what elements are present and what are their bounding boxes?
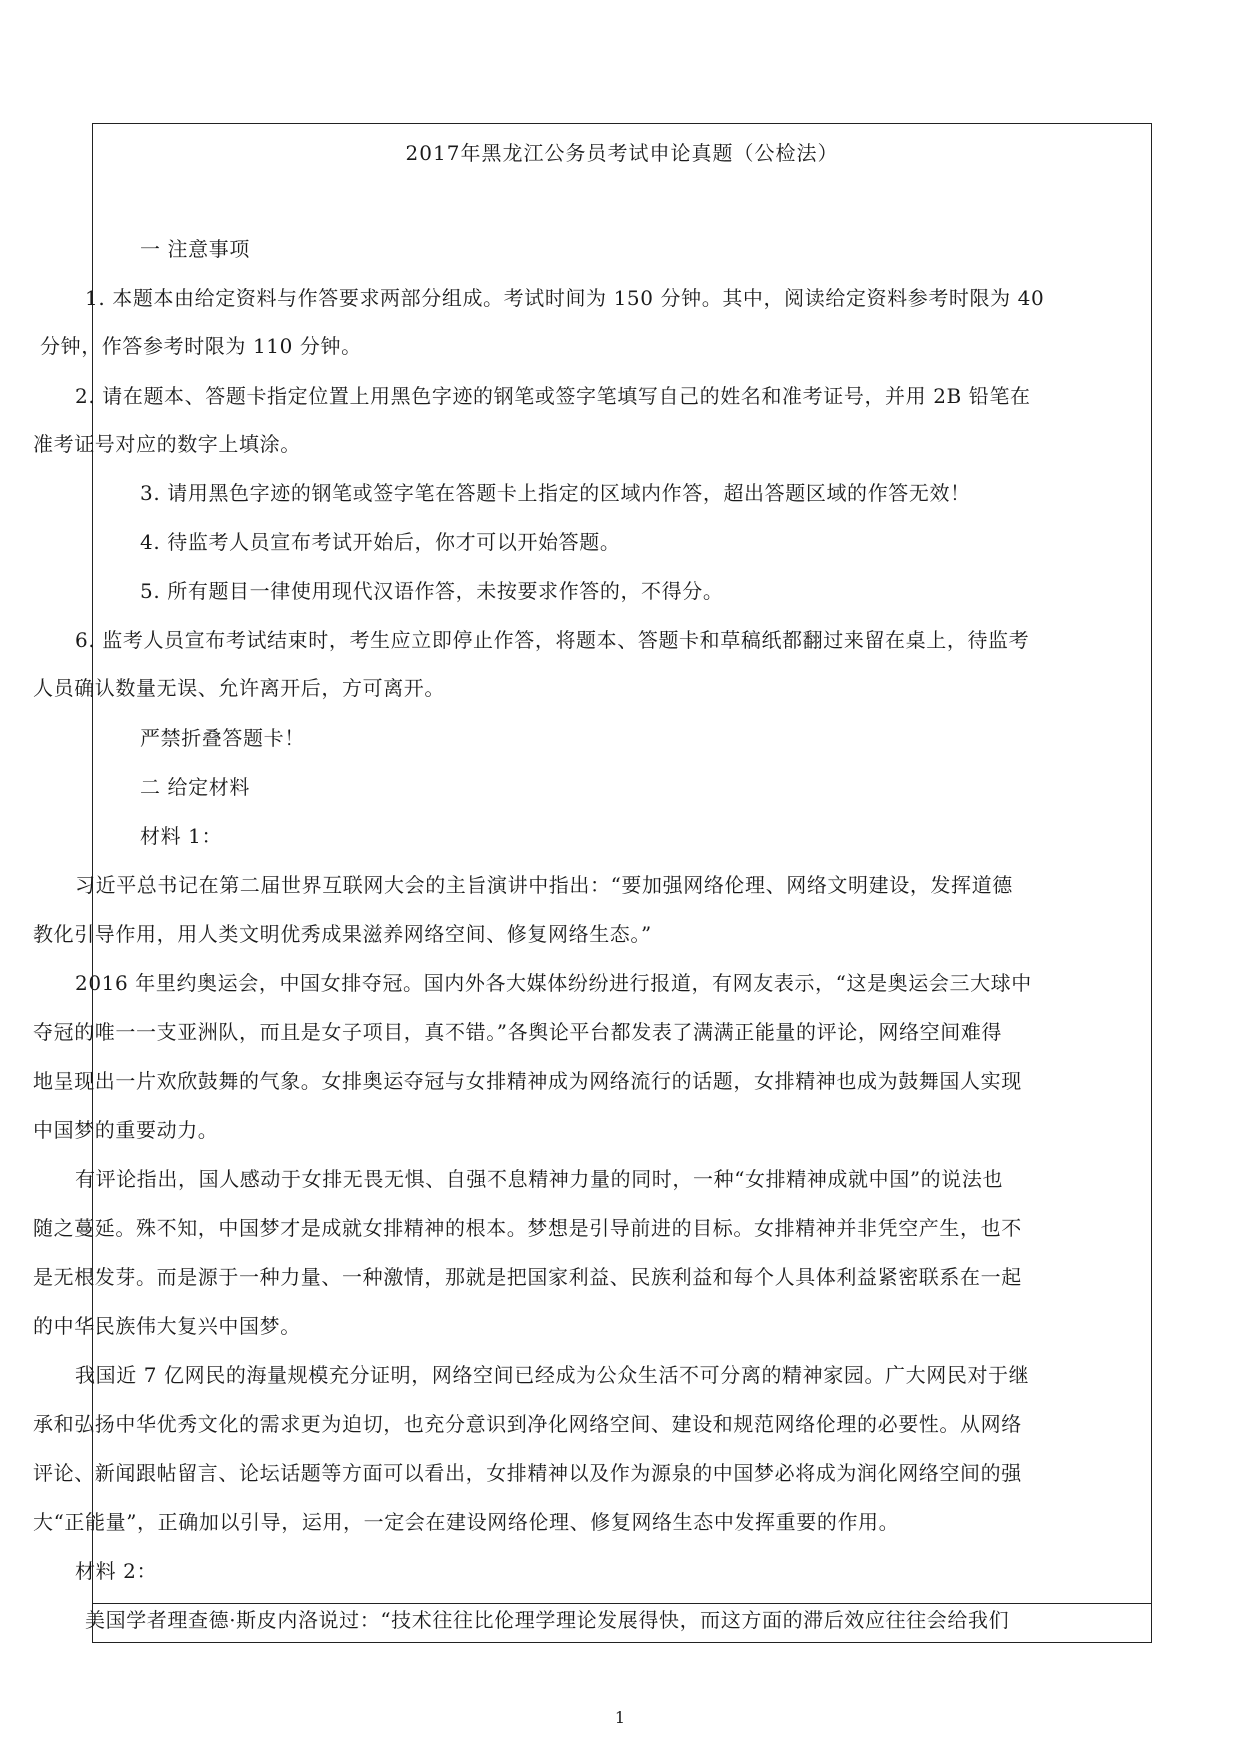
- item3: 3. 请用黑色字迹的钢笔或签字笔在答题卡上指定的区域内作答，超出答题区域的作答无效！: [140, 481, 971, 505]
- document-title: 2017年黑龙江公务员考试申论真题（公检法）: [405, 141, 839, 165]
- p3-line4: 的中华民族伟大复兴中国梦。: [33, 1314, 301, 1338]
- p3-line3: 是无根发芽。而是源于一种力量、一种激情，那就是把国家利益、民族利益和每个人具体利益紧密联系在一起: [33, 1265, 1022, 1289]
- item1-line1: 1. 本题本由给定资料与作答要求两部分组成。考试时间为 150 分钟。其中，阅读给定资料参考时限为 40: [85, 286, 1045, 310]
- item6-line2: 人员确认数量无误、允许离开后，方可离开。: [33, 676, 445, 700]
- p4-line4: 大“正能量”，正确加以引导，运用，一定会在建设网络伦理、修复网络生态中发挥重要的作用。: [33, 1510, 900, 1534]
- p4-line1: 我国近 7 亿网民的海量规模充分证明，网络空间已经成为公众生活不可分离的精神家园。广大网民对于继: [75, 1363, 1030, 1387]
- page-number: 1: [614, 1708, 626, 1727]
- section1-heading: 一 注意事项: [140, 237, 250, 261]
- material1-label: 材料 1：: [140, 824, 223, 848]
- p3-line2: 随之蔓延。殊不知，中国梦才是成就女排精神的根本。梦想是引导前进的目标。女排精神并非凭空产生，也不: [33, 1216, 1022, 1240]
- section2-heading: 二 给定材料: [140, 775, 250, 799]
- material2-label: 材料 2：: [75, 1559, 158, 1583]
- warning-text: 严禁折叠答题卡！: [140, 726, 305, 750]
- p1-line2: 教化引导作用，用人类文明优秀成果滋养网络空间、修复网络生态。”: [33, 922, 652, 946]
- p5-line1: 美国学者理查德·斯皮内洛说过：“技术往往比伦理学理论发展得快，而这方面的滞后效应往往会给我们: [85, 1608, 1010, 1632]
- p2-line4: 中国梦的重要动力。: [33, 1118, 219, 1142]
- p2-line2: 夺冠的唯一一支亚洲队，而且是女子项目，真不错。”各舆论平台都发表了满满正能量的评论，网络空间难得: [33, 1020, 1003, 1044]
- p2-line1: 2016 年里约奥运会，中国女排夺冠。国内外各大媒体纷纷进行报道，有网友表示，“这是奥运会三大球中: [75, 971, 1032, 995]
- item2-line2: 准考证号对应的数字上填涂。: [33, 432, 301, 456]
- p2-line3: 地呈现出一片欢欣鼓舞的气象。女排奥运夺冠与女排精神成为网络流行的话题，女排精神也成为鼓舞国人实现: [33, 1069, 1022, 1093]
- item4: 4. 待监考人员宣布考试开始后，你才可以开始答题。: [140, 530, 621, 554]
- item2-line1: 2. 请在题本、答题卡指定位置上用黑色字迹的钢笔或签字笔填写自己的姓名和准考证号，并用 2B 铅笔在: [75, 384, 1031, 408]
- p1-line1: 习近平总书记在第二届世界互联网大会的主旨演讲中指出：“要加强网络伦理、网络文明建设，发挥道德: [75, 873, 1013, 897]
- item6-line1: 6. 监考人员宣布考试结束时，考生应立即停止作答，将题本、答题卡和草稿纸都翻过来留在桌上，待监考: [75, 628, 1030, 652]
- p4-line3: 评论、新闻跟帖留言、论坛话题等方面可以看出，女排精神以及作为源泉的中国梦必将成为润化网络空间的强: [33, 1461, 1022, 1485]
- p3-line1: 有评论指出，国人感动于女排无畏无惧、自强不息精神力量的同时，一种“女排精神成就中国”的说法也: [75, 1167, 1004, 1191]
- item5: 5. 所有题目一律使用现代汉语作答，未按要求作答的，不得分。: [140, 579, 724, 603]
- item1-line2: 分钟，作答参考时限为 110 分钟。: [40, 334, 362, 358]
- p4-line2: 承和弘扬中华优秀文化的需求更为迫切，也充分意识到净化网络空间、建设和规范网络伦理的必要性。从网络: [33, 1412, 1022, 1436]
